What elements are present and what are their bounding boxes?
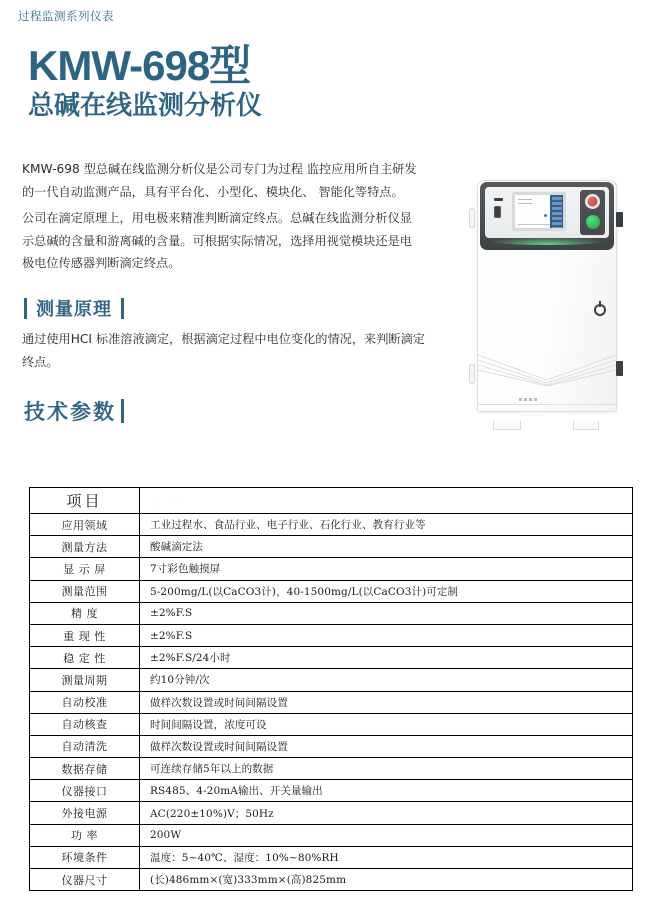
- status-glow-icon: [490, 237, 604, 245]
- table-cell-value: 时间间隔设置，浓度可设: [140, 713, 633, 735]
- table-row: [30, 647, 633, 669]
- table-row: [30, 624, 633, 646]
- table-cell-value: AC(220±10%)V；50Hz: [140, 802, 633, 824]
- table-cell-value: 做样次数设置或时间间隔设置: [140, 691, 633, 713]
- table-row: [30, 536, 633, 558]
- table-cell-value: 温度：5~40℃、湿度：10%~80%RH: [140, 846, 633, 868]
- table-cell-value: ±2%F.S: [140, 624, 633, 646]
- title-block: [28, 44, 262, 122]
- section-heading-principle: [24, 295, 124, 321]
- door-latch-knob-icon: [594, 304, 606, 316]
- vent-holes-icon: [519, 398, 537, 401]
- table-cell-value: RS485、4-20mA输出、开关量输出: [140, 780, 633, 802]
- header-cell-item: 项目: [30, 488, 140, 514]
- table-row: [30, 514, 633, 536]
- side-tab-left-bottom: [469, 364, 475, 384]
- card-slot-icon: [494, 198, 503, 201]
- table-cell-value: 做样次数设置或时间间隔设置: [140, 735, 633, 757]
- hmi-menu-sidebar[interactable]: [550, 195, 563, 228]
- table-row: [30, 558, 633, 580]
- intro-paragraph-2: 公司在滴定原理上，用电极来精准判断滴定终点。总碱在线监测分析仪显示总碱的含量和游离碱的含量。可根据实际情况，选择用视觉模块还是电极电位传感器判断滴定终点。: [22, 211, 412, 271]
- heading-bar-right-icon: [121, 298, 124, 319]
- table-header-row: [30, 488, 633, 514]
- table-row: [30, 669, 633, 691]
- principle-body-text: 通过使用HCI 标准溶液滴定，根据滴定过程中电位变化的情况，来判断滴定终点。: [22, 332, 425, 369]
- section-heading-params-label: 技术参数: [24, 400, 116, 424]
- table-cell-key: 自动校准: [30, 691, 140, 713]
- hinge-right-bottom: [616, 361, 623, 376]
- table-cell-key: 数据存储: [30, 758, 140, 780]
- table-cell-value: (长)486mm×(宽)333mm×(高)825mm: [140, 869, 633, 891]
- page-title-subtitle: 总碱在线监测分析仪: [28, 91, 263, 122]
- cabinet-base-rail: [478, 404, 616, 405]
- hmi-indicator-dot-icon: [544, 214, 547, 217]
- cabinet-foot-right: [573, 421, 599, 430]
- table-cell-value: 工业过程水、食品行业、电子行业、石化行业、教育行业等: [140, 514, 633, 536]
- table-cell-key: 环境条件: [30, 846, 140, 868]
- usb-port-icon[interactable]: [494, 206, 501, 218]
- table-cell-value: 约10分钟/次: [140, 669, 633, 691]
- table-cell-key: 重 现 性: [30, 624, 140, 646]
- hmi-status-line-icon: [518, 224, 550, 225]
- page-eyebrow: 过程监测系列仪表: [18, 9, 114, 23]
- tubing-illustration-icon: [478, 354, 616, 386]
- side-tab-left-top: [469, 208, 475, 228]
- table-row: [30, 758, 633, 780]
- table-cell-value: 可连续存储5年以上的数据: [140, 758, 633, 780]
- table-row: [30, 713, 633, 735]
- header-cell-parameter: 参 数: [140, 488, 633, 514]
- table-cell-key: 仪器接口: [30, 780, 140, 802]
- table-cell-key: 测量范围: [30, 580, 140, 602]
- table-cell-key: 外接电源: [30, 802, 140, 824]
- table-cell-key: 显 示 屏: [30, 558, 140, 580]
- table-cell-key: 应用领域: [30, 514, 140, 536]
- hmi-text-lines-icon: [518, 199, 532, 207]
- table-cell-value: 5-200mg/L(以CaCO3计)，40-1500mg/L(以CaCO3计)可定制: [140, 580, 633, 602]
- table-row: [30, 780, 633, 802]
- table-cell-key: 自动清洗: [30, 735, 140, 757]
- spec-table-body: [30, 488, 633, 891]
- control-panel-face: [485, 187, 609, 238]
- cabinet-foot-left: [493, 421, 521, 430]
- heading-bar-params-icon: [121, 399, 124, 423]
- intro-paragraph-1: KMW-698 型总碱在线监测分析仪是公司专门为过程 监控应用所自主研发的一代自动监测产品，具有平台化、小型化、模块化、 智能化等特点。: [22, 162, 417, 199]
- table-cell-key: 测量周期: [30, 669, 140, 691]
- table-row: [30, 580, 633, 602]
- hinge-right-top: [616, 212, 623, 227]
- heading-bar-left-icon: [24, 298, 27, 319]
- table-row: [30, 869, 633, 891]
- start-button[interactable]: [586, 215, 600, 229]
- table-cell-value: ±2%F.S: [140, 602, 633, 624]
- table-row: [30, 602, 633, 624]
- table-cell-value: 200W: [140, 824, 633, 846]
- section-heading-params: [24, 396, 124, 426]
- spec-table: [29, 487, 633, 891]
- table-cell-value: ±2%F.S/24小时: [140, 647, 633, 669]
- hmi-touchscreen[interactable]: [512, 192, 566, 231]
- intro-text: [22, 158, 422, 279]
- table-row: [30, 802, 633, 824]
- table-cell-key: 测量方法: [30, 536, 140, 558]
- table-row: [30, 824, 633, 846]
- hmi-screen-content: [515, 195, 563, 228]
- section-heading-principle-label: 测量原理: [36, 299, 112, 320]
- table-cell-key: 仪器尺寸: [30, 869, 140, 891]
- table-row: [30, 846, 633, 868]
- table-cell-value: 酸碱滴定法: [140, 536, 633, 558]
- table-cell-value: 7寸彩色触摸屏: [140, 558, 633, 580]
- table-cell-key: 自动核查: [30, 713, 140, 735]
- table-cell-key: 稳 定 性: [30, 647, 140, 669]
- product-image: [455, 168, 640, 430]
- table-row: [30, 691, 633, 713]
- table-cell-key: 功 率: [30, 824, 140, 846]
- table-row: [30, 735, 633, 757]
- control-panel-bezel: [480, 182, 614, 250]
- table-cell-key: 精 度: [30, 602, 140, 624]
- emergency-stop-button[interactable]: [585, 194, 600, 209]
- page-title-model: KMW-698型: [28, 42, 251, 89]
